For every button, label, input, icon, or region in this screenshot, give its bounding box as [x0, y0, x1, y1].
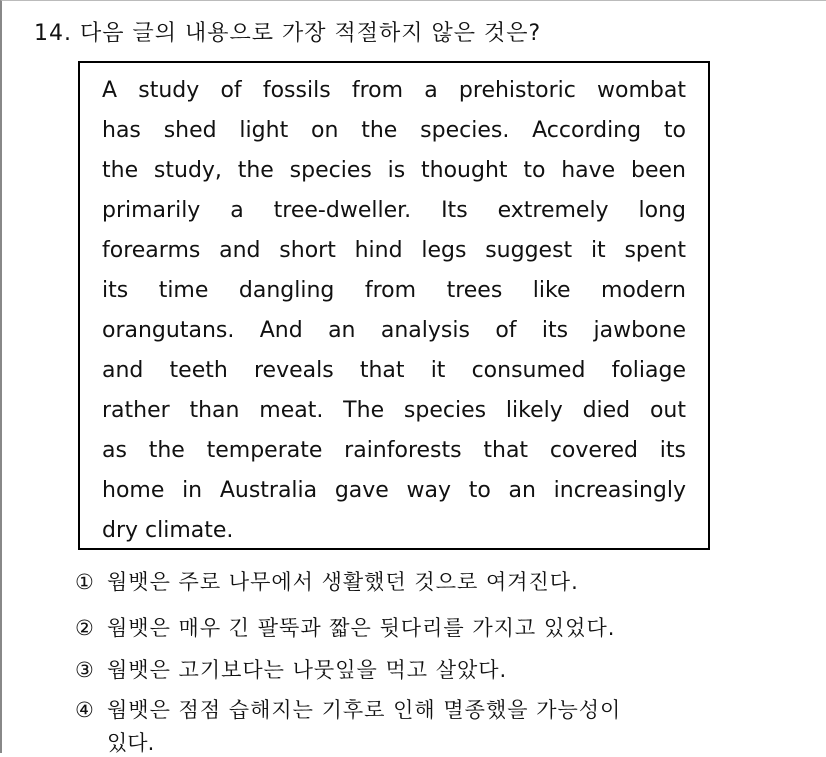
- option-text: 웜뱃은 매우 긴 팔뚝과 짧은 뒷다리를 가지고 있었다.: [107, 616, 616, 640]
- answer-option-1[interactable]: [75, 566, 579, 596]
- passage-line: forearms and short hind legs suggest it spent: [102, 238, 686, 263]
- option-number: ③: [75, 658, 95, 682]
- passage-line: home in Australia gave way to an increasingly: [102, 478, 686, 503]
- passage-line: has shed light on the species. According to: [102, 118, 686, 143]
- passage-line: orangutans. And an analysis of its jawbone: [102, 318, 686, 343]
- option-text: 웜뱃은 고기보다는 나뭇잎을 먹고 살았다.: [107, 658, 508, 682]
- option-number: ②: [75, 616, 95, 640]
- passage-line: dry climate.: [102, 518, 234, 543]
- option-number: ④: [75, 698, 95, 722]
- passage-line: primarily a tree-dweller. Its extremely long: [102, 198, 686, 223]
- passage-line: and teeth reveals that it consumed foliage: [102, 358, 686, 383]
- question-title: 14. 다음 글의 내용으로 가장 적절하지 않은 것은?: [34, 21, 542, 46]
- passage-line: rather than meat. The species likely died out: [102, 398, 686, 423]
- option-4-continuation: 있다.: [107, 731, 155, 755]
- passage-line: the study, the species is thought to have been: [102, 158, 686, 183]
- option-number: ①: [75, 570, 95, 594]
- answer-option-2[interactable]: [75, 612, 615, 642]
- passage-line: A study of fossils from a prehistoric wombat: [102, 78, 686, 103]
- passage-line: its time dangling from trees like modern: [102, 278, 686, 303]
- answer-option-4[interactable]: [75, 694, 621, 724]
- option-text: 웜뱃은 주로 나무에서 생활했던 것으로 여겨진다.: [107, 570, 579, 594]
- passage-line: as the temperate rainforests that covered its: [102, 438, 686, 463]
- option-text: 웜뱃은 점점 습해지는 기후로 인해 멸종했을 가능성이: [107, 698, 622, 722]
- answer-option-3[interactable]: [75, 654, 507, 684]
- passage-box: [78, 61, 710, 550]
